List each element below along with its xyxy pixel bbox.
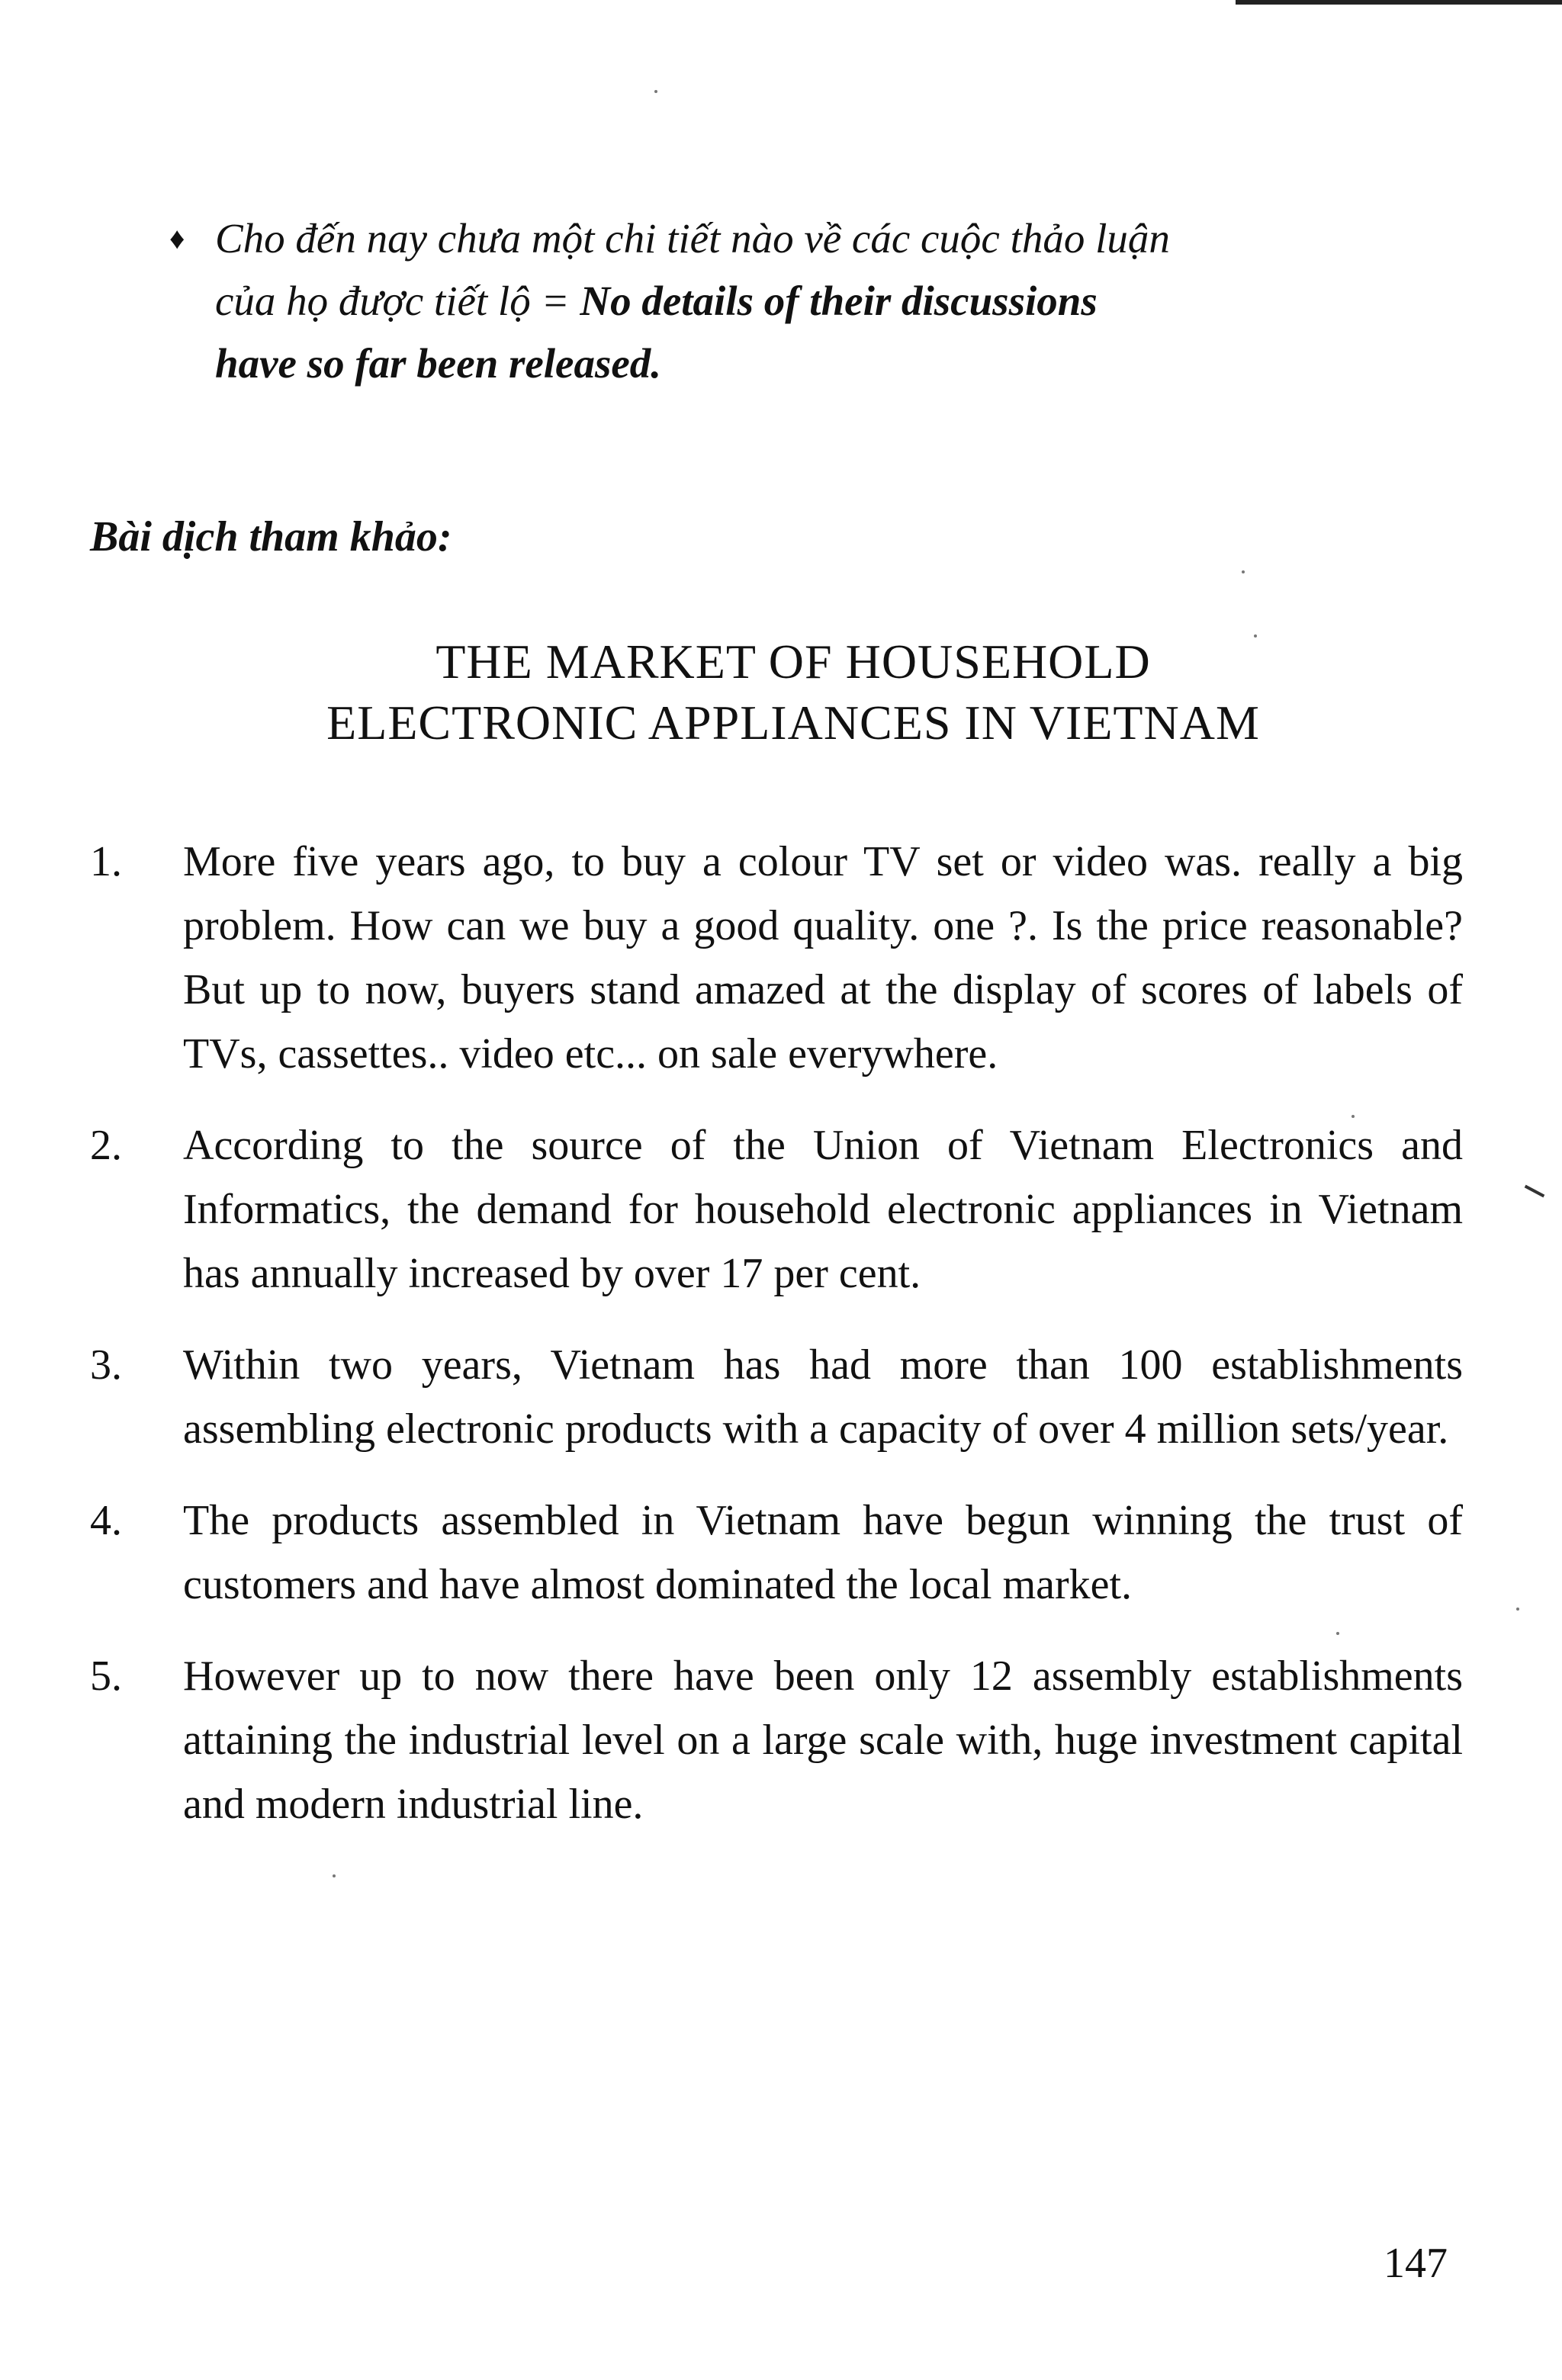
scan-speck (654, 90, 657, 93)
scan-speck (1336, 1632, 1339, 1635)
example-line-1 (169, 207, 1466, 270)
item-text: More five years ago, to buy a colour TV set or video was. really a big problem. How can we buy a good quality. one ?. Is the price reasonable? But up to now, buyers stand amazed at the display of scores of labels of TVs, cassettes.. video etc... on sale everywhere. (183, 838, 1463, 1078)
section-label: Bài dịch tham khảo: (90, 513, 452, 560)
scan-speck (1254, 634, 1257, 638)
list-item (90, 1489, 1463, 1617)
list-item (90, 1333, 1463, 1461)
top-border-rule (1236, 0, 1562, 5)
title-line-1: THE MARKET OF HOUSEHOLD (435, 634, 1151, 689)
scan-speck (1242, 570, 1245, 573)
scan-speck (1351, 1115, 1355, 1118)
english-translation-part-2: have so far been released. (215, 340, 662, 387)
document-title (0, 631, 1562, 753)
example-line-2 (169, 270, 1466, 332)
list-item (90, 1644, 1463, 1836)
item-text: According to the source of the Union of Vietnam Electronics and Informatics, the demand for household electronic appliances in Vietnam has annually increased by over 17 per cent. (183, 1122, 1463, 1297)
item-number: 1. (90, 838, 122, 885)
item-text: The products assembled in Vietnam have begun winning the trust of customers and have almost dominated the local market. (183, 1497, 1463, 1608)
list-item (90, 830, 1463, 1086)
item-text: Within two years, Vietnam has had more than 100 establishments assembling electronic products with a capacity of over 4 million sets/year. (183, 1341, 1463, 1453)
item-number: 5. (90, 1653, 122, 1700)
item-number: 3. (90, 1341, 122, 1389)
scan-speck (333, 1874, 336, 1877)
item-number: 2. (90, 1122, 122, 1169)
title-line-2: ELECTRONIC APPLIANCES IN VIETNAM (326, 695, 1260, 750)
diamond-bullet-icon: ♦ (169, 221, 185, 255)
page-number: 147 (1384, 2240, 1448, 2287)
vietnamese-sentence-part-2: của họ được tiết lộ (215, 278, 531, 324)
example-line-3 (169, 332, 1466, 395)
vocabulary-example (169, 207, 1466, 395)
item-number: 4. (90, 1497, 122, 1544)
numbered-paragraph-list (90, 830, 1463, 1864)
english-translation-part-1: No details of their discussions (580, 278, 1098, 324)
scan-speck (1516, 1608, 1519, 1611)
vietnamese-sentence-part-1: Cho đến nay chưa một chi tiết nào về các cuộc thảo luận (215, 215, 1170, 262)
item-text: However up to now there have been only 12 assembly establishments attaining the industrial level on a large scale with, huge investment capital and modern industrial line. (183, 1653, 1463, 1828)
margin-tick-mark (1525, 1185, 1545, 1198)
list-item (90, 1113, 1463, 1306)
equals-sign: = (530, 278, 580, 324)
